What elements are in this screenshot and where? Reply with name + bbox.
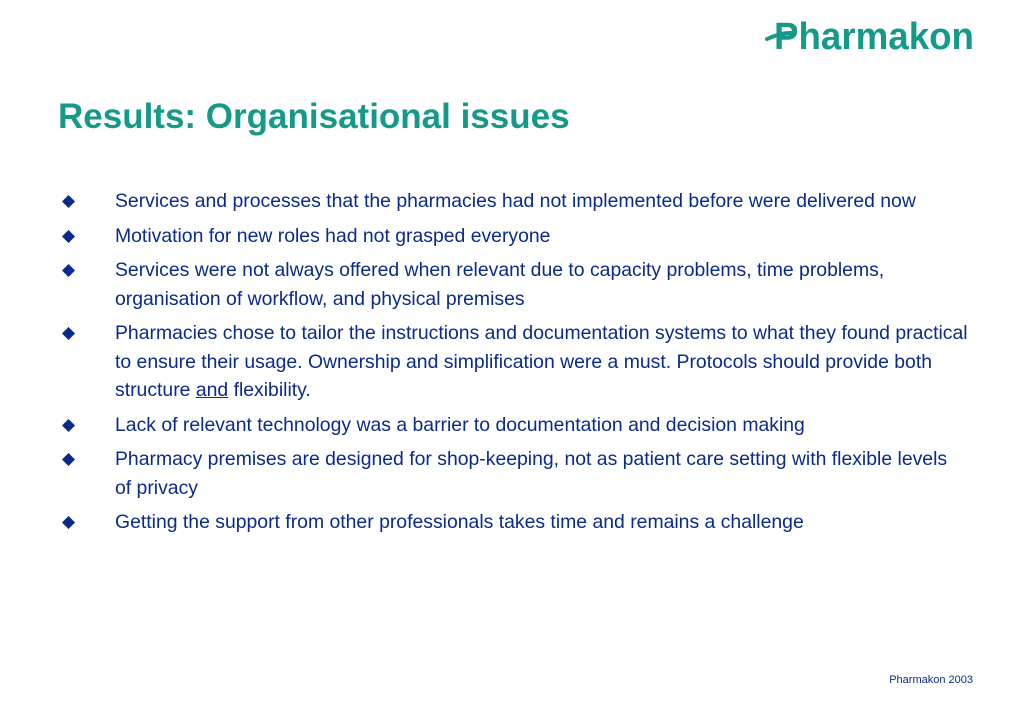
bullet-item [58,222,968,251]
diamond-bullet-icon [62,264,75,277]
bullet-text: Services and processes that the pharmacies had not implemented before were delivered now [115,190,916,212]
bullet-item [58,411,968,440]
pharmakon-logo-graphic [764,10,984,60]
bullet-text [115,322,968,401]
bullet-text-part: flexibility. [228,379,311,401]
bullet-item [58,319,968,405]
bullet-item [58,256,968,313]
bullet-list [58,187,968,543]
diamond-bullet-icon [62,453,75,466]
diamond-bullet-icon [62,230,75,243]
bullet-item [58,187,968,216]
diamond-bullet-icon [62,327,75,340]
bullet-text-part: Pharmacies chose to tailor the instructions and documentation systems to what they found practical to ensure their usage. Ownership and simplification were a must. Protocols should provide both structure [115,322,968,401]
slide-title: Results: Organisational issues [58,97,570,136]
bullet-text: Motivation for new roles had not grasped everyone [115,224,551,247]
logo-wordmark: Pharmakon [774,16,974,58]
bullet-item [58,508,968,537]
diamond-bullet-icon [62,195,75,208]
footer-text: Pharmakon 2003 [889,674,973,686]
bullet-text: Services were not always offered when relevant due to capacity problems, time problems, organisation of workflow, and physical premises [115,259,885,310]
bullet-text: Pharmacy premises are designed for shop-keeping, not as patient care setting with flexible levels of privacy [115,448,948,499]
bullet-text: Getting the support from other professionals takes time and remains a challenge [115,511,804,533]
diamond-bullet-icon [62,516,75,529]
diamond-bullet-icon [62,419,75,432]
bullet-text-underlined: and [195,379,229,401]
pharmakon-logo [764,10,984,60]
bullet-text: Lack of relevant technology was a barrier to documentation and decision making [115,413,805,436]
bullet-item [58,445,968,502]
